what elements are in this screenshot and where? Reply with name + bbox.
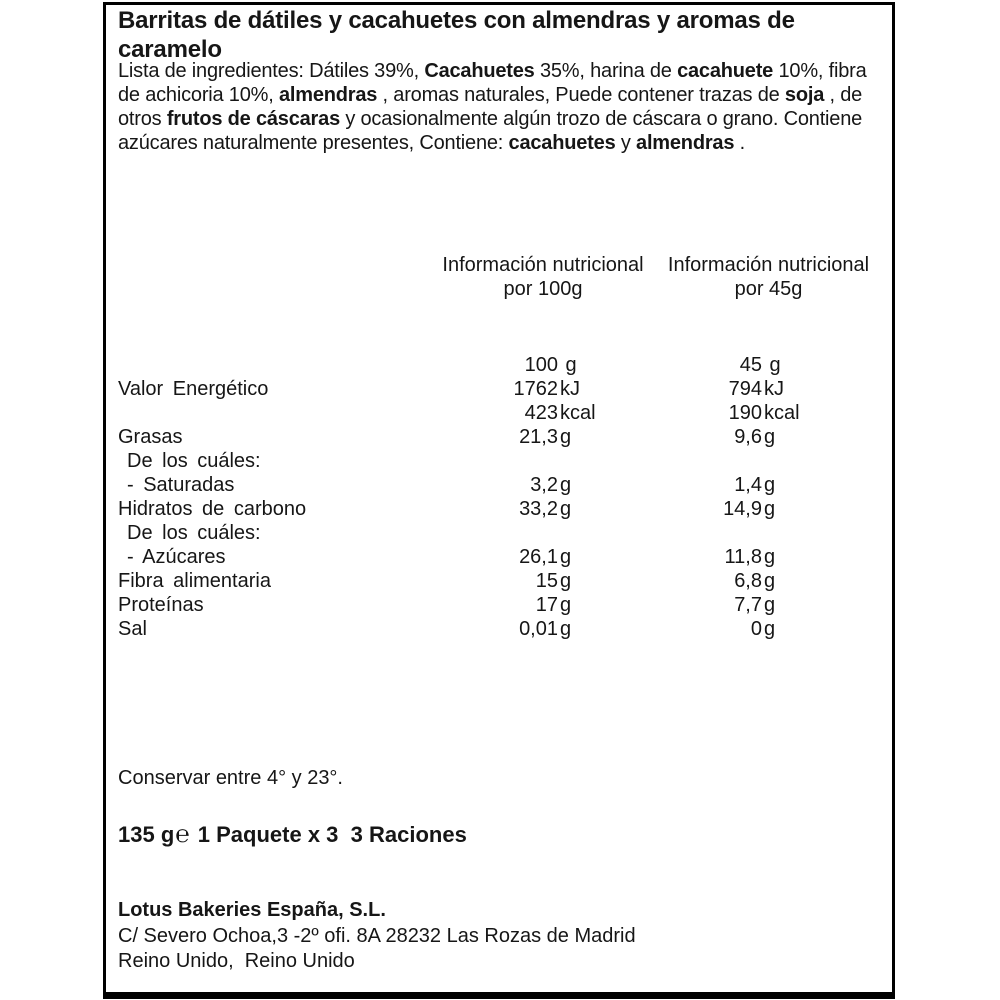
net-weight: 135 g	[118, 822, 175, 847]
value-number: 15	[535, 570, 558, 592]
value-unit: kJ	[764, 378, 784, 400]
value-per-100g	[443, 617, 668, 641]
value-unit: g	[560, 474, 572, 496]
row-label: Sal	[118, 618, 147, 640]
value-unit: g	[560, 426, 572, 448]
table-row	[106, 521, 892, 545]
table-row	[106, 545, 892, 569]
row-label	[106, 401, 443, 425]
value-per-100g	[443, 497, 668, 521]
col-header-per-100g	[433, 253, 653, 301]
value-per-45g	[668, 593, 892, 617]
col-header-line2: por 100g	[503, 278, 583, 300]
table-row	[106, 473, 892, 497]
value-unit: g	[560, 498, 572, 520]
value-per-100g	[443, 353, 668, 377]
value-per-45g	[668, 377, 892, 401]
row-label: - Saturadas	[127, 474, 235, 496]
value-unit: kcal	[560, 402, 596, 424]
col-header-line2: por 45g	[734, 278, 803, 300]
value-per-100g	[443, 521, 668, 545]
value-unit: g	[764, 570, 776, 592]
value-unit: g	[560, 546, 572, 568]
row-label	[106, 353, 443, 377]
value-per-100g	[443, 425, 668, 449]
table-row	[106, 425, 892, 449]
value-number: 45	[739, 354, 762, 376]
value-number: 1762	[513, 378, 558, 400]
value-per-45g	[668, 473, 892, 497]
value-number: 3,2	[530, 474, 558, 496]
value-unit: g	[764, 546, 776, 568]
row-label: Grasas	[118, 426, 183, 448]
value-per-100g	[443, 449, 668, 473]
value-per-45g	[668, 401, 892, 425]
table-row	[106, 617, 892, 641]
ingredients-segment: y	[615, 132, 637, 154]
company-country: Reino Unido, Reino Unido	[118, 950, 355, 972]
value-unit: g	[560, 570, 572, 592]
value-per-100g	[443, 377, 668, 401]
ingredient-term: cacahuetes	[508, 132, 616, 154]
value-number: 26,1	[519, 546, 558, 568]
value-number: 0	[750, 618, 762, 640]
value-per-45g	[668, 569, 892, 593]
company-name: Lotus Bakeries España, S.L.	[118, 899, 386, 921]
value-per-100g	[443, 593, 668, 617]
product-label-box	[103, 2, 895, 999]
table-row	[106, 353, 892, 377]
table-spacer	[106, 301, 892, 353]
ingredient-term: soja	[784, 84, 825, 106]
company-address: C/ Severo Ochoa,3 -2º ofi. 8A 28232 Las Rozas de Madrid	[118, 924, 636, 947]
table-row	[106, 449, 892, 473]
ingredient-term: almendras	[278, 84, 378, 106]
row-label: De los cuáles:	[127, 522, 261, 544]
storage-instructions: Conservar entre 4° y 23°.	[118, 767, 343, 789]
ingredient-term: frutos de cáscaras	[166, 108, 340, 130]
pack-detail: 1 Paquete x 3 3 Raciones	[191, 822, 467, 847]
value-per-45g	[668, 521, 892, 545]
ingredient-term: cacahuete	[677, 60, 774, 82]
value-unit: g	[764, 618, 776, 640]
value-unit: g	[560, 594, 572, 616]
col-header-line1: Información nutricional	[667, 254, 870, 276]
ingredients-segment: 35%, harina de	[534, 60, 678, 82]
table-row	[106, 569, 892, 593]
value-number: 6,8	[734, 570, 762, 592]
value-per-45g	[668, 617, 892, 641]
nutrition-table-headers	[106, 253, 892, 301]
col-header-per-45g	[661, 253, 876, 301]
ingredient-term: almendras	[636, 132, 735, 154]
table-row	[106, 497, 892, 521]
ingredients-segment: 10%, fibra de achicoria 10%,	[118, 60, 867, 106]
value-unit: g	[764, 498, 776, 520]
product-title: Barritas de dátiles y cacahuetes con almendras y aromas de caramelo	[118, 7, 795, 63]
value-per-45g	[668, 425, 892, 449]
value-number: 100	[524, 354, 558, 376]
value-number: 0,01	[519, 618, 558, 640]
value-per-45g	[668, 545, 892, 569]
value-number: 190	[728, 402, 762, 424]
value-per-100g	[443, 401, 668, 425]
col-header-line1: Información nutricional	[442, 254, 644, 276]
ingredient-term: Cacahuetes	[424, 60, 535, 82]
value-per-45g	[668, 449, 892, 473]
value-number: 1,4	[734, 474, 762, 496]
value-number: 33,2	[519, 498, 558, 520]
nutrition-table	[106, 253, 892, 641]
value-number: 11,8	[724, 546, 762, 568]
value-unit: kJ	[560, 378, 580, 400]
row-label: Valor Energético	[118, 378, 269, 400]
value-number: 423	[524, 402, 558, 424]
ingredients-segment: .	[734, 132, 745, 154]
value-unit: kcal	[764, 402, 800, 424]
value-unit: g	[560, 618, 572, 640]
value-per-100g	[443, 545, 668, 569]
table-row	[106, 593, 892, 617]
ingredients-segment: , de otros	[118, 84, 863, 130]
e-mark-icon: ℮	[175, 821, 190, 848]
value-number: 17	[535, 594, 558, 616]
value-per-100g	[443, 569, 668, 593]
value-per-45g	[668, 353, 892, 377]
row-label: - Azúcares	[127, 546, 226, 568]
table-row	[106, 377, 892, 401]
row-label: Proteínas	[118, 594, 204, 616]
ingredients-segment: , aromas naturales, Puede contener trazas de	[377, 84, 785, 106]
value-unit: g	[764, 354, 781, 376]
manufacturer-block	[118, 898, 882, 975]
value-number: 14,9	[723, 498, 762, 520]
row-label: Hidratos de carbono	[118, 498, 307, 520]
row-label: Fibra alimentaria	[118, 570, 271, 592]
ingredients-segment: y ocasionalmente algún trozo de cáscara o grano. Contiene azúcares naturalmente presentes, Contiene:	[118, 108, 863, 154]
net-weight-line	[118, 822, 467, 848]
value-unit: g	[764, 594, 776, 616]
value-number: 21,3	[519, 426, 558, 448]
ingredients-segment: Lista de ingredientes: Dátiles 39%,	[118, 60, 425, 82]
value-unit: g	[764, 474, 776, 496]
value-number: 794	[728, 378, 762, 400]
row-label: De los cuáles:	[127, 450, 261, 472]
value-per-45g	[668, 497, 892, 521]
table-row	[106, 401, 892, 425]
value-per-100g	[443, 473, 668, 497]
ingredients-text	[118, 59, 882, 155]
value-number: 9,6	[734, 426, 762, 448]
value-unit: g	[560, 354, 577, 376]
value-unit: g	[764, 426, 776, 448]
value-number: 7,7	[734, 594, 762, 616]
